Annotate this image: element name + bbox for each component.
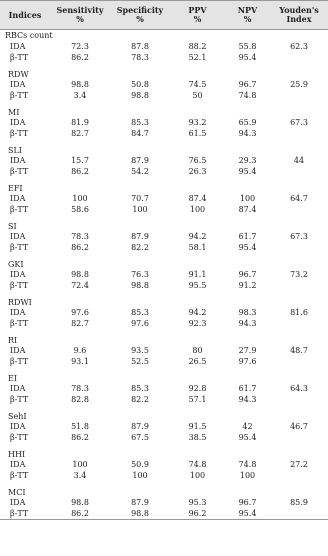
- specificity-cell: 98.8: [110, 508, 170, 520]
- npv-cell: 55.8: [238, 42, 257, 51]
- youden-cell: 48.7: [290, 346, 308, 355]
- table-row: [0, 280, 328, 291]
- youden-cell: 67.3: [290, 118, 308, 127]
- npv-cell: 87.4: [238, 205, 257, 214]
- sensitivity-cell: 86.2: [71, 167, 89, 176]
- sensitivity-cell: 72.3: [71, 42, 89, 51]
- group-name: RBCs count: [5, 31, 53, 40]
- youden-cell: [270, 52, 328, 63]
- youden-cell: 73.2: [290, 270, 308, 279]
- table-row: [0, 470, 328, 481]
- sensitivity-cell: 98.8: [71, 270, 89, 279]
- row-label: β-TT: [0, 508, 50, 520]
- ppv-cell: 38.5: [188, 433, 207, 442]
- sensitivity-cell: 82.7: [71, 129, 89, 138]
- youden-cell: [270, 204, 328, 215]
- row-label: β-TT: [10, 243, 29, 252]
- ppv-cell: 76.5: [188, 156, 207, 165]
- ppv-cell: 58.1: [188, 243, 207, 252]
- table-row: [0, 128, 328, 139]
- table-row: [0, 508, 328, 520]
- sensitivity-cell: 58.6: [71, 205, 89, 214]
- npv-cell: 97.6: [238, 357, 257, 366]
- table-row: [0, 193, 328, 204]
- table-row: [0, 242, 328, 253]
- sensitivity-cell: 86.2: [50, 508, 110, 520]
- sensitivity-cell: 82.8: [71, 395, 89, 404]
- npv-cell: 98.3: [238, 308, 257, 317]
- group-name: EI: [8, 373, 17, 383]
- group-header-row: [0, 335, 328, 345]
- row-label: β-TT: [10, 167, 29, 176]
- youden-cell: 64.3: [290, 384, 308, 393]
- group-header-row: [0, 259, 328, 269]
- youden-cell: [270, 470, 328, 481]
- sensitivity-cell: 82.7: [71, 319, 89, 328]
- ppv-cell: 93.2: [188, 118, 207, 127]
- group-header-row: [0, 145, 328, 155]
- npv-cell: 100: [239, 471, 256, 480]
- youden-cell: [270, 508, 328, 520]
- header-indices: Indices: [0, 1, 50, 30]
- table-row: [0, 90, 328, 101]
- sensitivity-cell: 86.2: [71, 433, 89, 442]
- row-label: β-TT: [10, 281, 29, 290]
- row-label: IDA: [10, 194, 26, 203]
- ppv-cell: 52.1: [188, 53, 207, 62]
- row-label: β-TT: [10, 395, 29, 404]
- table-row: [0, 41, 328, 52]
- header-row: [0, 1, 328, 30]
- row-label: IDA: [10, 460, 26, 469]
- sensitivity-cell: 86.2: [71, 243, 89, 252]
- youden-cell: 81.6: [290, 308, 308, 317]
- group-header-row: [0, 30, 328, 42]
- table-row: [0, 345, 328, 356]
- youden-cell: 27.2: [290, 460, 308, 469]
- table-row: [0, 79, 328, 90]
- row-label: β-TT: [10, 129, 29, 138]
- specificity-cell: 87.9: [131, 232, 149, 241]
- npv-cell: 95.4: [238, 243, 257, 252]
- specificity-cell: 52.5: [131, 357, 149, 366]
- youden-cell: [270, 432, 328, 443]
- group-header-row: [0, 487, 328, 497]
- youden-cell: 85.9: [290, 498, 308, 507]
- group-name: RI: [8, 335, 18, 345]
- ppv-cell: 57.1: [188, 395, 207, 404]
- npv-cell: 29.3: [238, 156, 257, 165]
- sensitivity-cell: 100: [72, 194, 88, 203]
- table-row: [0, 459, 328, 470]
- table-row: [0, 318, 328, 329]
- ppv-cell: 26.5: [188, 357, 207, 366]
- header-specificity: Specificity %: [110, 1, 170, 30]
- ppv-cell: 100: [189, 205, 206, 214]
- row-label: IDA: [10, 384, 26, 393]
- specificity-cell: 85.3: [131, 118, 149, 127]
- row-label: IDA: [10, 422, 26, 431]
- ppv-cell: 80: [192, 346, 203, 355]
- row-label: β-TT: [10, 357, 29, 366]
- group-name: HHI: [8, 449, 26, 459]
- group-header-row: [0, 107, 328, 117]
- row-label: IDA: [10, 80, 26, 89]
- specificity-cell: 85.3: [131, 384, 149, 393]
- npv-cell: 94.3: [238, 395, 257, 404]
- specificity-cell: 82.2: [131, 395, 149, 404]
- npv-cell: 95.4: [238, 433, 257, 442]
- group-name: SehI: [8, 411, 27, 421]
- header-npv: NPV %: [225, 1, 270, 30]
- npv-cell: 96.7: [238, 80, 257, 89]
- npv-cell: 65.9: [238, 118, 257, 127]
- group-name: EFI: [8, 183, 23, 193]
- group-header-row: [0, 183, 328, 193]
- npv-cell: 94.3: [238, 319, 257, 328]
- youden-cell: [270, 356, 328, 367]
- row-label: β-TT: [10, 471, 29, 480]
- specificity-cell: 78.3: [131, 53, 149, 62]
- ppv-cell: 26.3: [188, 167, 207, 176]
- group-header-row: [0, 297, 328, 307]
- header-youden: Youden's Index: [270, 1, 328, 30]
- row-label: IDA: [10, 156, 26, 165]
- youden-cell: 25.9: [290, 80, 308, 89]
- table-row: [0, 269, 328, 280]
- npv-cell: 42: [242, 422, 253, 431]
- sensitivity-cell: 81.9: [71, 118, 89, 127]
- specificity-cell: 54.2: [131, 167, 149, 176]
- ppv-cell: 61.5: [188, 129, 207, 138]
- row-label: β-TT: [10, 91, 29, 100]
- ppv-cell: 87.4: [188, 194, 207, 203]
- youden-cell: 64.7: [290, 194, 308, 203]
- ppv-cell: 94.2: [188, 232, 207, 241]
- row-label: IDA: [10, 232, 26, 241]
- group-header-row: [0, 411, 328, 421]
- youden-cell: [270, 166, 328, 177]
- specificity-cell: 85.3: [131, 308, 149, 317]
- row-label: IDA: [10, 270, 26, 279]
- row-label: IDA: [10, 118, 26, 127]
- table-row: [0, 155, 328, 166]
- specificity-cell: 82.2: [131, 243, 149, 252]
- ppv-cell: 91.5: [188, 422, 207, 431]
- row-label: β-TT: [10, 53, 29, 62]
- npv-cell: 95.4: [238, 53, 257, 62]
- npv-cell: 74.8: [238, 91, 257, 100]
- ppv-cell: 92.3: [188, 319, 207, 328]
- npv-cell: 96.7: [238, 498, 257, 507]
- ppv-cell: 92.8: [188, 384, 207, 393]
- ppv-cell: 96.2: [170, 508, 225, 520]
- row-label: β-TT: [10, 205, 29, 214]
- row-label: β-TT: [10, 319, 29, 328]
- specificity-cell: 50.9: [131, 460, 149, 469]
- sensitivity-cell: 97.6: [71, 308, 89, 317]
- group-name: RDWI: [8, 297, 32, 307]
- sensitivity-cell: 3.4: [73, 471, 87, 480]
- youden-cell: [270, 318, 328, 329]
- sensitivity-cell: 78.3: [71, 232, 89, 241]
- group-name: GKI: [8, 259, 24, 269]
- ppv-cell: 88.2: [188, 42, 207, 51]
- row-label: β-TT: [10, 433, 29, 442]
- ppv-cell: 100: [189, 471, 206, 480]
- sensitivity-cell: 72.4: [71, 281, 89, 290]
- table-row: [0, 231, 328, 242]
- sensitivity-cell: 98.8: [71, 80, 89, 89]
- youden-cell: 67.3: [290, 232, 308, 241]
- youden-cell: 44: [293, 156, 305, 165]
- row-label: IDA: [10, 42, 26, 51]
- youden-cell: [270, 242, 328, 253]
- group-header-row: [0, 373, 328, 383]
- table-row: [0, 204, 328, 215]
- header-ppv: PPV %: [170, 1, 225, 30]
- specificity-cell: 70.7: [131, 194, 149, 203]
- specificity-cell: 87.9: [131, 498, 149, 507]
- ppv-cell: 95.5: [188, 281, 207, 290]
- ppv-cell: 95.3: [188, 498, 207, 507]
- specificity-cell: 100: [132, 471, 148, 480]
- table-row: [0, 307, 328, 318]
- ppv-cell: 91.1: [188, 270, 207, 279]
- table-row: [0, 383, 328, 394]
- npv-cell: 94.3: [238, 129, 257, 138]
- ppv-cell: 94.2: [188, 308, 207, 317]
- table-row: [0, 356, 328, 367]
- npv-cell: 91.2: [238, 281, 257, 290]
- sensitivity-cell: 93.1: [71, 357, 89, 366]
- specificity-cell: 93.5: [131, 346, 149, 355]
- sensitivity-cell: 15.7: [71, 156, 89, 165]
- group-header-row: [0, 69, 328, 79]
- npv-cell: 61.7: [238, 232, 257, 241]
- specificity-cell: 100: [132, 205, 148, 214]
- group-name: MCI: [8, 487, 26, 497]
- row-label: IDA: [10, 346, 26, 355]
- ppv-cell: 74.8: [188, 460, 207, 469]
- specificity-cell: 98.8: [131, 281, 149, 290]
- specificity-cell: 87.9: [131, 422, 149, 431]
- table-row: [0, 497, 328, 508]
- sensitivity-cell: 100: [72, 460, 88, 469]
- group-name: RDW: [8, 69, 29, 79]
- row-label: IDA: [10, 498, 26, 507]
- sensitivity-cell: 9.6: [73, 346, 87, 355]
- table-row: [0, 421, 328, 432]
- row-label: IDA: [10, 308, 26, 317]
- group-header-row: [0, 449, 328, 459]
- npv-cell: 100: [239, 194, 256, 203]
- youden-cell: [270, 280, 328, 291]
- table-body: [0, 30, 328, 520]
- group-name: SLI: [8, 145, 22, 155]
- specificity-cell: 76.3: [131, 270, 149, 279]
- group-header-row: [0, 221, 328, 231]
- sensitivity-cell: 3.4: [73, 91, 87, 100]
- specificity-cell: 50.8: [131, 80, 149, 89]
- table-row: [0, 432, 328, 443]
- header-sensitivity: Sensitivity %: [50, 1, 110, 30]
- youden-cell: 62.3: [290, 42, 308, 51]
- npv-cell: 95.4: [225, 508, 270, 520]
- npv-cell: 74.8: [238, 460, 257, 469]
- table-row: [0, 166, 328, 177]
- youden-cell: 46.7: [290, 422, 308, 431]
- specificity-cell: 84.7: [131, 129, 149, 138]
- ppv-cell: 50: [192, 91, 203, 100]
- youden-cell: [270, 90, 328, 101]
- youden-cell: [270, 128, 328, 139]
- sensitivity-cell: 51.8: [71, 422, 89, 431]
- sensitivity-cell: 86.2: [71, 53, 89, 62]
- sensitivity-cell: 78.3: [71, 384, 89, 393]
- specificity-cell: 87.8: [131, 42, 149, 51]
- ppv-cell: 74.5: [188, 80, 207, 89]
- npv-cell: 96.7: [238, 270, 257, 279]
- youden-cell: [270, 394, 328, 405]
- group-name: MI: [8, 107, 20, 117]
- specificity-cell: 97.6: [131, 319, 149, 328]
- specificity-cell: 98.8: [131, 91, 149, 100]
- table-row: [0, 117, 328, 128]
- specificity-cell: 67.5: [131, 433, 149, 442]
- npv-cell: 27.9: [238, 346, 257, 355]
- group-name: SI: [8, 221, 17, 231]
- table-row: [0, 52, 328, 63]
- table-row: [0, 394, 328, 405]
- sensitivity-cell: 98.8: [71, 498, 89, 507]
- npv-cell: 61.7: [238, 384, 257, 393]
- specificity-cell: 87.9: [131, 156, 149, 165]
- npv-cell: 95.4: [238, 167, 257, 176]
